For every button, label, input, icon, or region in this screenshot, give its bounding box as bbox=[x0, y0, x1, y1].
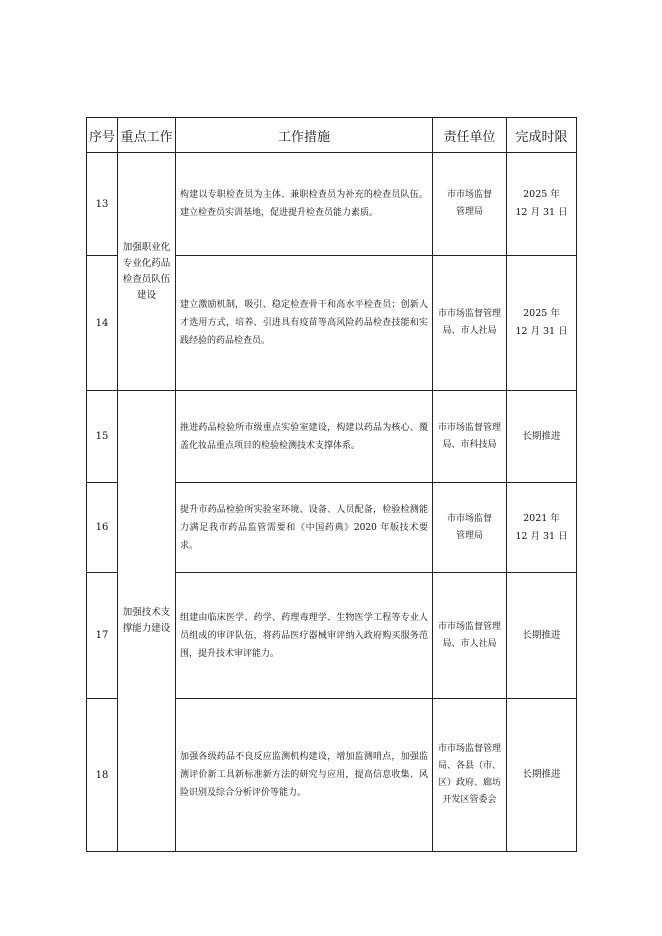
unit-line: 管理局 bbox=[455, 530, 483, 541]
deadline-line: 2025 年 bbox=[523, 189, 560, 200]
measure-cell: 建立激励机制，吸引、稳定检查骨干和高水平检查员；创新人才选用方式，培养、引进具有疫苗等高风险药品检查技能和实践经验的药品检查员。 bbox=[176, 256, 433, 391]
row-number: 15 bbox=[87, 391, 118, 483]
deadline-cell bbox=[507, 699, 577, 852]
deadline-line: 12 月 31 日 bbox=[515, 326, 568, 337]
deadline-line: 12 月 31 日 bbox=[515, 207, 568, 218]
unit-line: 市市场监督管理 bbox=[437, 309, 501, 319]
work-measures-table bbox=[86, 117, 577, 852]
deadline-cell bbox=[507, 256, 577, 391]
unit-cell bbox=[433, 153, 507, 256]
header-unit: 责任单位 bbox=[433, 118, 507, 153]
deadline-cell bbox=[507, 483, 577, 573]
measure-cell: 提升市药品检验所实验室环境、设备、人员配备，检验检测能力满足我市药品监管需要和《中国药典》2020 年版技术要求。 bbox=[176, 483, 433, 573]
measure-cell: 加强各级药品不良反应监测机构建设，增加监测哨点，加强监测评价新工具新标准新方法的研究与应用，提高信息收集、风险识别及综合分析评价等能力。 bbox=[176, 699, 433, 852]
unit-line: 局、各县（市、 bbox=[437, 761, 501, 771]
unit-cell bbox=[433, 573, 507, 699]
unit-line: 市市场监督管理 bbox=[437, 422, 501, 433]
unit-cell bbox=[433, 483, 507, 573]
deadline-cell bbox=[507, 573, 577, 699]
unit-line: 市市场监督管理 bbox=[437, 621, 501, 632]
table-header-row bbox=[87, 118, 577, 153]
deadline-line: 2025 年 bbox=[523, 308, 560, 319]
header-deadline: 完成时限 bbox=[507, 118, 577, 153]
unit-line: 市市场监督 bbox=[446, 190, 492, 200]
key-work-cell: 加强技术支撑能力建设 bbox=[118, 391, 176, 852]
unit-line: 市市场监督 bbox=[446, 513, 492, 524]
deadline-line: 12 月 31 日 bbox=[515, 530, 568, 542]
unit-cell bbox=[433, 391, 507, 483]
header-measure: 工作措施 bbox=[176, 118, 433, 153]
row-number: 18 bbox=[87, 699, 118, 852]
deadline-line: 长期推进 bbox=[522, 769, 561, 780]
row-number: 13 bbox=[87, 153, 118, 256]
row-number: 14 bbox=[87, 256, 118, 391]
header-key-work: 重点工作 bbox=[118, 118, 176, 153]
unit-cell bbox=[433, 699, 507, 852]
table-row bbox=[87, 391, 577, 483]
deadline-cell bbox=[507, 153, 577, 256]
row-number: 16 bbox=[87, 483, 118, 573]
measure-cell: 组建由临床医学、药学、药理毒理学、生物医学工程等专业人员组成的审评队伍，将药品医疗器械审评纳入政府购买服务范围，提升技术审评能力。 bbox=[176, 573, 433, 699]
measure-cell: 构建以专职检查员为主体、兼职检查员为补充的检查员队伍。建立检查员实训基地，促进提升检查员能力素质。 bbox=[176, 153, 433, 256]
unit-line: 区）政府、廊坊 bbox=[437, 778, 501, 788]
unit-line: 局、市科技局 bbox=[442, 439, 497, 450]
deadline-line: 2021 年 bbox=[523, 512, 560, 524]
table-row bbox=[87, 153, 577, 256]
unit-cell bbox=[433, 256, 507, 391]
unit-line: 局、市人社局 bbox=[442, 326, 497, 336]
unit-line: 局、市人社局 bbox=[442, 638, 497, 649]
unit-line: 市市场监督管理 bbox=[437, 744, 501, 754]
unit-line: 开发区管委会 bbox=[442, 795, 497, 805]
unit-line: 管理局 bbox=[455, 207, 483, 217]
header-no: 序号 bbox=[87, 118, 118, 153]
row-number: 17 bbox=[87, 573, 118, 699]
measure-cell: 推进药品检验所市级重点实验室建设，构建以药品为核心、覆盖化妆品重点项目的检验检测技术支撑体系。 bbox=[176, 391, 433, 483]
deadline-line: 长期推进 bbox=[522, 629, 561, 641]
deadline-cell bbox=[507, 391, 577, 483]
deadline-line: 长期推进 bbox=[522, 430, 561, 442]
key-work-cell: 加强职业化专业化药品检查员队伍建设 bbox=[118, 153, 176, 391]
